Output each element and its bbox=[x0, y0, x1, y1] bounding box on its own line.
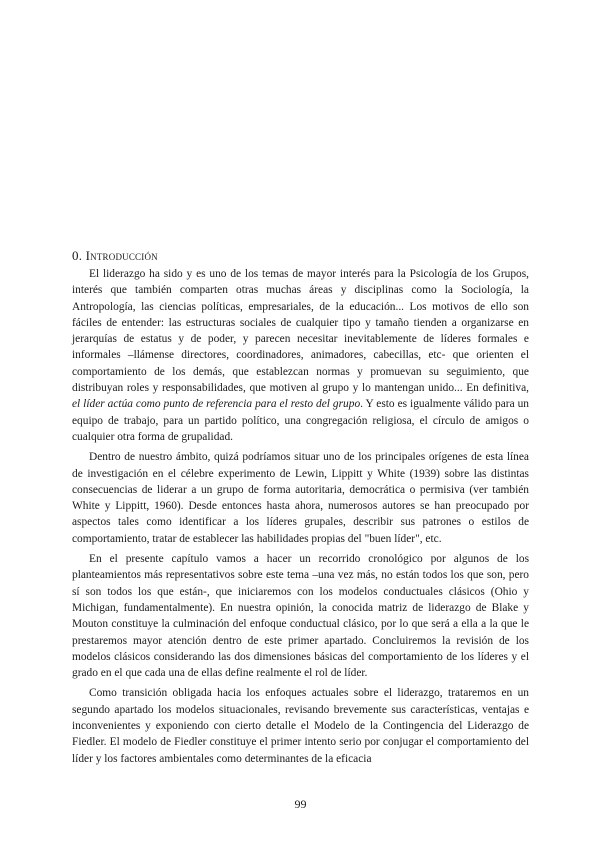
paragraph-1-text: El liderazgo ha sido y es uno de los temas de mayor interés para la Psicología de los Grupos, interés que también comparten otras muchas áreas y disciplinas como la Sociología, la Antropología, las ciencias políticas, empresariales, de la educación... Los motivos de ello son fáciles de entender: las estructuras sociales de cualquier tipo y tamaño tienden a organizarse en jerarquías de estatus y de poder, y parecen necesitar inevitablemente de líderes formales e informales –llámense directores, coordinadores, animadores, cabecillas, etc- que orienten el comportamiento de los demás, que establezcan normas y promuevan su seguimiento, que distribuyan roles y responsabilidades, que motiven al grupo y lo mantengan unido... En definitiva, bbox=[72, 268, 529, 395]
page-number: 99 bbox=[294, 797, 307, 811]
section-heading bbox=[72, 248, 158, 264]
paragraph-3: En el presente capítulo vamos a hacer un recorrido cronológico por algunos de los planteamientos más representativos sobre este tema –una vez más, no están todos los que son, pero sí son todos los que están-, que iniciaremos con los modelos conductuales clásicos (Ohio y Michigan, fundamentalmente). En nuestra opinión, la conocida matriz de liderazgo de Blake y Mouton constituye la culminación del enfoque conductual clásico, por lo que será a ella a la que le prestaremos mayor atención dentro de este primer apartado. Concluiremos la revisión de los modelos clásicos considerando las dos dimensiones básicas del comportamiento de los líderes y el grado en el que cada una de ellas define realmente el rol de líder. bbox=[72, 553, 529, 680]
paragraph-4: Como transición obligada hacia los enfoques actuales sobre el liderazgo, trataremos en un segundo apartado los modelos situacionales, revisando brevemente sus características, ventajas e inconvenientes y exponiendo con cierto detalle el Modelo de la Contingencia del Liderazgo de Fiedler. El modelo de Fiedler constituye el primer intento serio por conjugar el comportamiento del líder y los factores ambientales como determinantes de la eficacia bbox=[72, 687, 529, 765]
paragraph-2: Dentro de nuestro ámbito, quizá podríamos situar uno de los principales orígenes de esta línea de investigación en el célebre experimento de Lewin, Lippitt y White (1939) sobre las distintas consecuencias de liderar a un grupo de forma autoritaria, democrática o permisiva (ver también White y Lippitt, 1960). Desde entonces hasta ahora, numerosos autores se han preocupado por aspectos tales como identificar a los líderes grupales, describir sus patrones o estilos de comportamiento, tratar de establecer las habilidades propias del "buen líder", etc. bbox=[72, 451, 529, 545]
paragraph-1-emphasis: el líder actúa como punto de referencia para el resto del grupo bbox=[72, 398, 361, 411]
section-number: 0. bbox=[72, 248, 83, 263]
body-text bbox=[72, 266, 529, 771]
section-title: Introducción bbox=[85, 248, 158, 263]
paragraph-1-text-end: . Y esto es igualmente válido para un equipo de trabajo, para un partido político, una congregación religiosa, el círculo de amigos o cualquier otra forma de grupalidad. bbox=[72, 398, 529, 443]
paragraph-1 bbox=[72, 266, 529, 445]
